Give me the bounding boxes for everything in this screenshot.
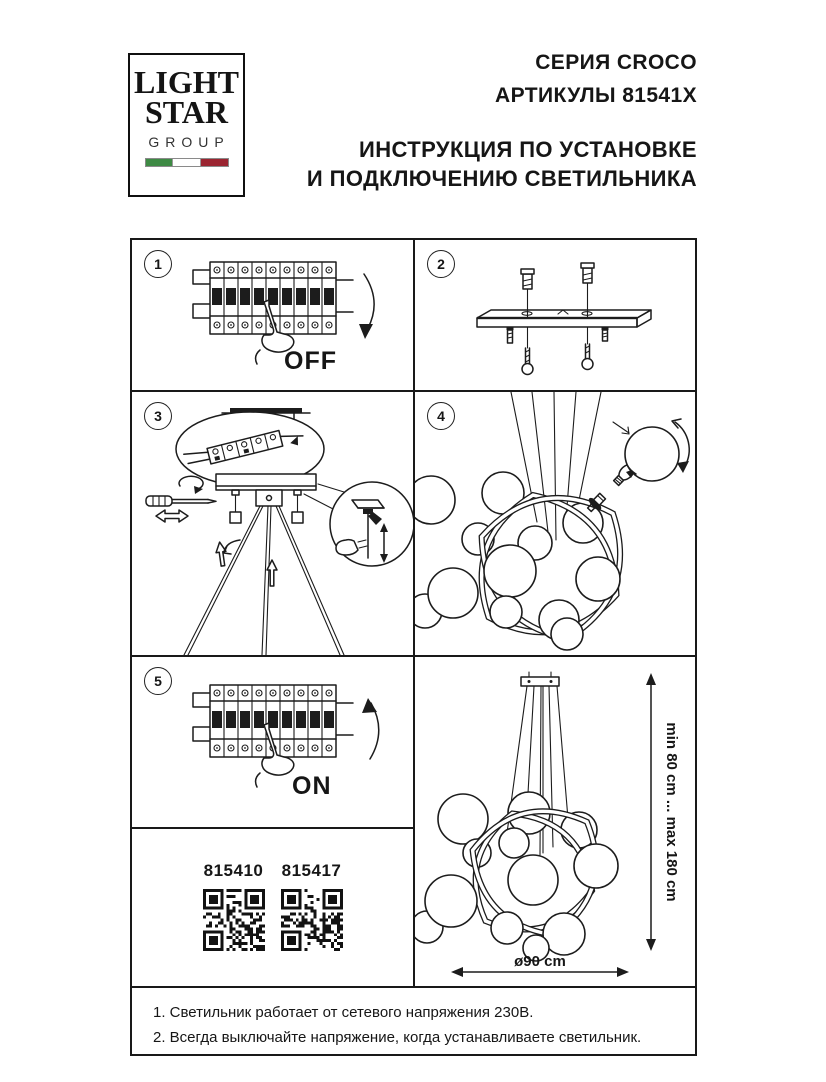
title-block [307,46,697,193]
screwdriver-icon [146,496,216,506]
steps-grid [130,238,697,988]
step-3-number: 3 [144,402,172,430]
instruction-title-line1: ИНСТРУКЦИЯ ПО УСТАНОВКЕ [359,137,697,162]
flag-green-segment [146,159,173,166]
articles-subtitle: АРТИКУЛЫ 81541X [495,84,697,107]
dimensions-figure [415,657,695,986]
mounting-bracket-figure [415,240,695,390]
logo-light-text: LIGHT [134,64,239,100]
panel-step-5 [132,657,413,827]
height-dimension-label: min 80 cm ... max 180 cm [663,722,680,902]
qr-code-image [281,889,343,951]
diameter-dimension-label: ø90 cm [514,953,566,970]
step-5-number: 5 [144,667,172,695]
hand-icon [336,540,358,555]
panel-step-1 [132,240,413,390]
step-1-number: 1 [144,250,172,278]
step-2-number: 2 [427,250,455,278]
logo-star-text: STAR [145,94,228,130]
instruction-title-line2: И ПОДКЛЮЧЕНИЮ СВЕТИЛЬНИКА [306,166,697,191]
note-line-1: 1. Светильник работает от сетевого напряжения 230В. [153,1004,534,1021]
breaker-off-figure [132,240,413,390]
step-4-number: 4 [427,402,455,430]
footer-notes [130,986,697,1056]
logo-group-text: GROUP [148,134,230,150]
off-label: OFF [284,347,337,375]
globe-installation-figure [415,392,695,655]
flag-white-segment [172,159,201,166]
lightstar-logo [128,53,245,197]
breaker-on-figure [132,657,413,827]
series-title: СЕРИЯ CROCO [535,51,697,74]
canopy-wiring-figure [132,392,413,655]
on-label: ON [292,772,332,800]
panel-product-dimensions [415,657,695,986]
panel-step-4 [415,392,695,655]
ceiling-plate [521,677,559,686]
panel-step-3 [132,392,413,655]
qr-code-label: 815417 [281,861,342,880]
qr-code-label: 815410 [203,861,264,880]
arrow-down-icon [364,274,374,328]
qr-code-image [203,889,265,951]
left-right-arrow-icon [156,510,188,522]
rotate-arrow-icon [179,476,203,489]
note-line-2: 2. Всегда выключайте напряжение, когда устанавливаете светильник. [153,1029,642,1046]
flag-red-segment [201,159,228,166]
approach-arrow-icon [613,422,629,433]
panel-step-2 [415,240,695,390]
italy-flag-bar [145,158,229,167]
